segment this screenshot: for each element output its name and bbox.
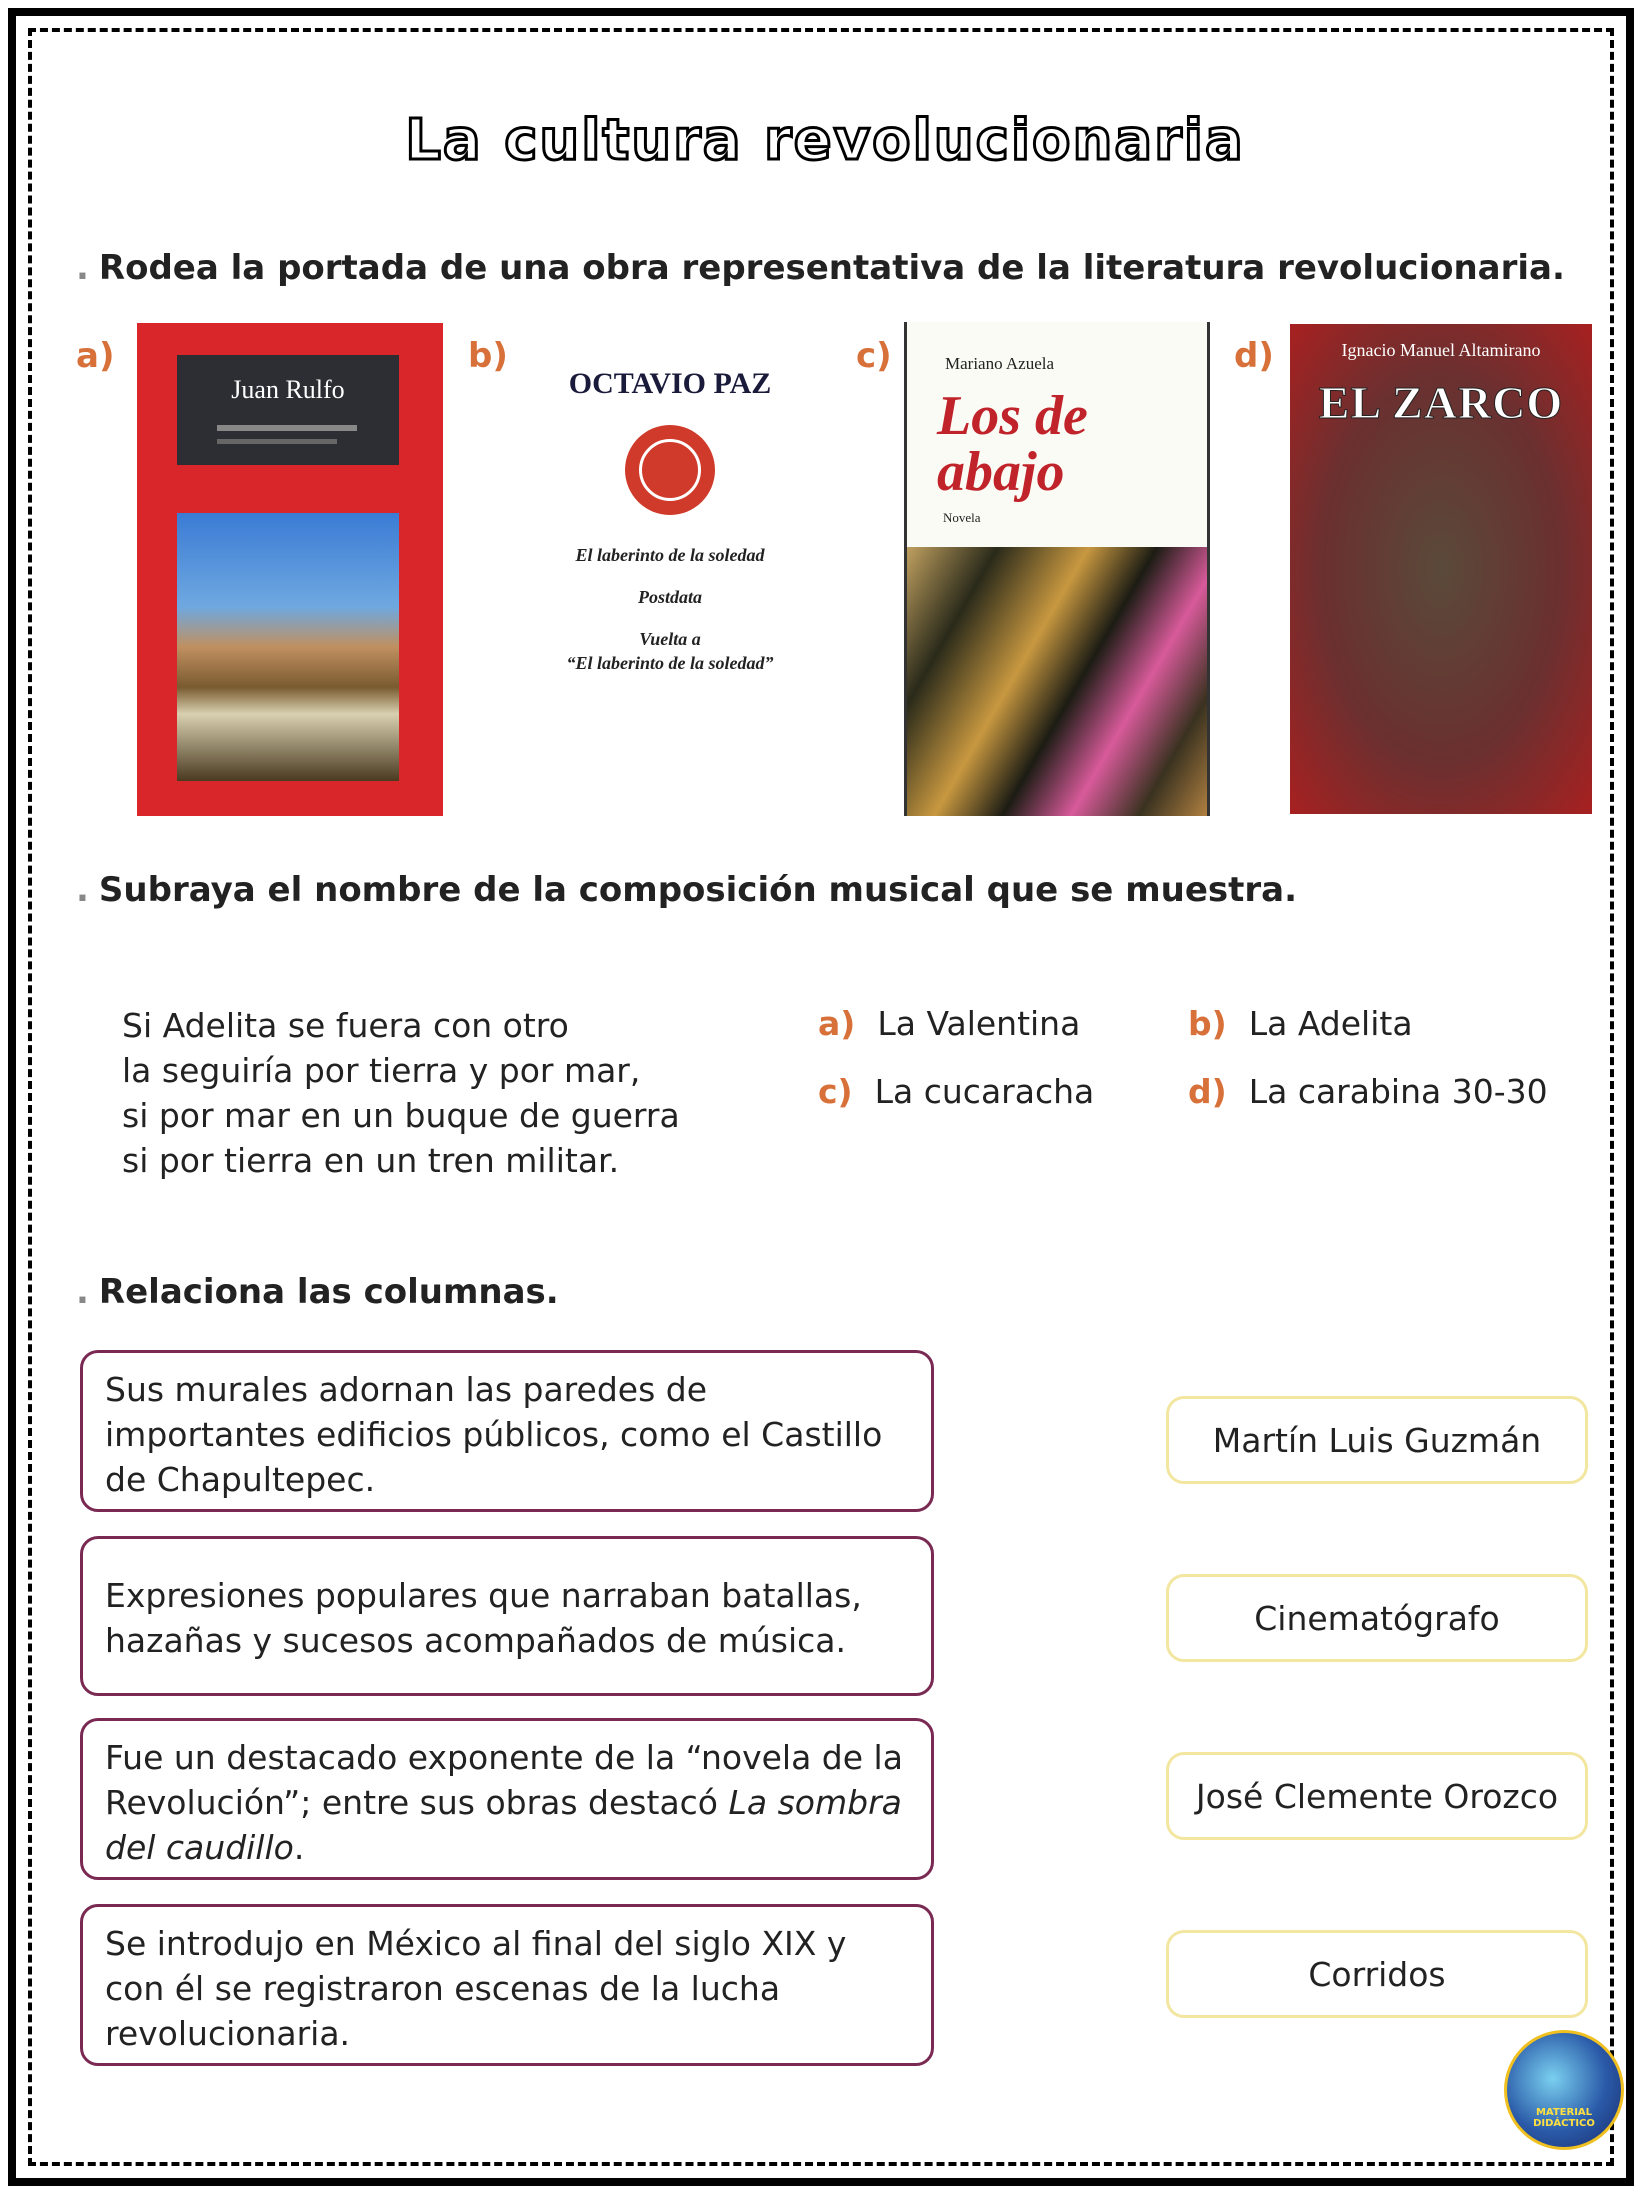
- book-cover-el-zarco[interactable]: [1290, 324, 1592, 814]
- clue-box-4[interactable]: Se introdujo en México al final del siglo XIX y con él se registraron escenas de la lucha revolucionaria.: [80, 1904, 934, 2066]
- clue-3-period: .: [293, 1828, 305, 1867]
- clue-box-3[interactable]: [80, 1718, 934, 1880]
- clue-3-text: Fue un destacado exponente de la “novela de la Revolución”; entre sus obras destacó: [105, 1738, 903, 1822]
- clue-box-1[interactable]: Sus murales adornan las paredes de importantes edificios públicos, como el Castillo de Chapultepec.: [80, 1350, 934, 1512]
- cover-photo: [177, 513, 399, 781]
- option-text: La Valentina: [877, 1004, 1081, 1043]
- instruction-2: [76, 870, 1297, 910]
- song-option-b[interactable]: [1188, 1004, 1413, 1043]
- option-letter: d): [1188, 1072, 1227, 1111]
- cover-author: OCTAVIO PAZ: [568, 367, 772, 400]
- cover-subtitle: Novela: [943, 510, 981, 525]
- cover-title-box: [177, 355, 399, 465]
- cover-author: Juan Rulfo: [231, 375, 345, 404]
- cover-subtitle-line: [217, 425, 357, 431]
- instruction-2-text: Subraya el nombre de la composición musical que se muestra.: [98, 870, 1298, 910]
- answer-box-1[interactable]: Martín Luis Guzmán: [1166, 1396, 1588, 1484]
- instruction-1: [76, 248, 1565, 288]
- option-letter: a): [818, 1004, 856, 1043]
- option-text: La Adelita: [1248, 1004, 1413, 1043]
- bullet: .: [76, 870, 89, 910]
- cover-painting: [907, 547, 1207, 816]
- lyric-line: si por mar en un buque de guerra: [122, 1096, 680, 1135]
- bullet: .: [76, 1272, 89, 1312]
- cover-line: El laberinto de la soledad: [575, 545, 765, 565]
- lyric-line: la seguiría por tierra y por mar,: [122, 1051, 641, 1090]
- cover-title: EL ZARCO: [1318, 377, 1564, 428]
- page-title: La cultura revolucionaria: [405, 108, 1245, 173]
- song-option-c[interactable]: [818, 1072, 1094, 1111]
- song-option-a[interactable]: [818, 1004, 1080, 1043]
- option-c-letter: c): [856, 336, 892, 376]
- option-text: La carabina 30-30: [1248, 1072, 1548, 1111]
- book-cover-laberinto[interactable]: [540, 345, 800, 695]
- song-option-d[interactable]: [1188, 1072, 1548, 1111]
- cover-author: Mariano Azuela: [945, 354, 1055, 373]
- material-didactico-logo: [1504, 2030, 1624, 2150]
- option-b-letter: b): [468, 336, 508, 376]
- song-lyrics: [122, 1003, 680, 1183]
- cover-author: Ignacio Manuel Altamirano: [1341, 340, 1541, 360]
- instruction-1-text: Rodea la portada de una obra representativa de la literatura revolucionaria.: [98, 248, 1565, 288]
- lyric-line: si por tierra en un tren militar.: [122, 1141, 620, 1180]
- book-cover-los-de-abajo[interactable]: [904, 322, 1210, 816]
- instruction-3-text: Relaciona las columnas.: [98, 1272, 559, 1312]
- lyric-line: Si Adelita se fuera con otro: [122, 1006, 569, 1045]
- instruction-3: [76, 1272, 559, 1312]
- book-cover-pedro-paramo[interactable]: [137, 323, 443, 816]
- option-d-letter: d): [1234, 336, 1274, 376]
- clue-box-2[interactable]: Expresiones populares que narraban batallas, hazañas y sucesos acompañados de música.: [80, 1536, 934, 1696]
- cover-line: Vuelta a: [639, 629, 701, 649]
- cover-title-line: abajo: [937, 441, 1065, 503]
- cover-line: “El laberinto de la soledad”: [566, 653, 774, 673]
- seal-icon: [625, 425, 715, 515]
- cover-title-line: Los de: [937, 385, 1088, 447]
- answer-box-4[interactable]: Corridos: [1166, 1930, 1588, 2018]
- answer-box-3[interactable]: José Clemente Orozco: [1166, 1752, 1588, 1840]
- clue-3-italic-title: La sombra del caudillo: [105, 1783, 902, 1867]
- cover-line: Postdata: [637, 587, 702, 607]
- logo-text: MATERIAL DIDÁCTICO: [1533, 2107, 1595, 2129]
- option-a-letter: a): [76, 336, 115, 376]
- option-letter: c): [818, 1072, 853, 1111]
- bullet: .: [76, 248, 89, 288]
- option-letter: b): [1188, 1004, 1227, 1043]
- option-text: La cucaracha: [874, 1072, 1095, 1111]
- answer-box-2[interactable]: Cinematógrafo: [1166, 1574, 1588, 1662]
- cover-subtitle-line: [217, 439, 337, 444]
